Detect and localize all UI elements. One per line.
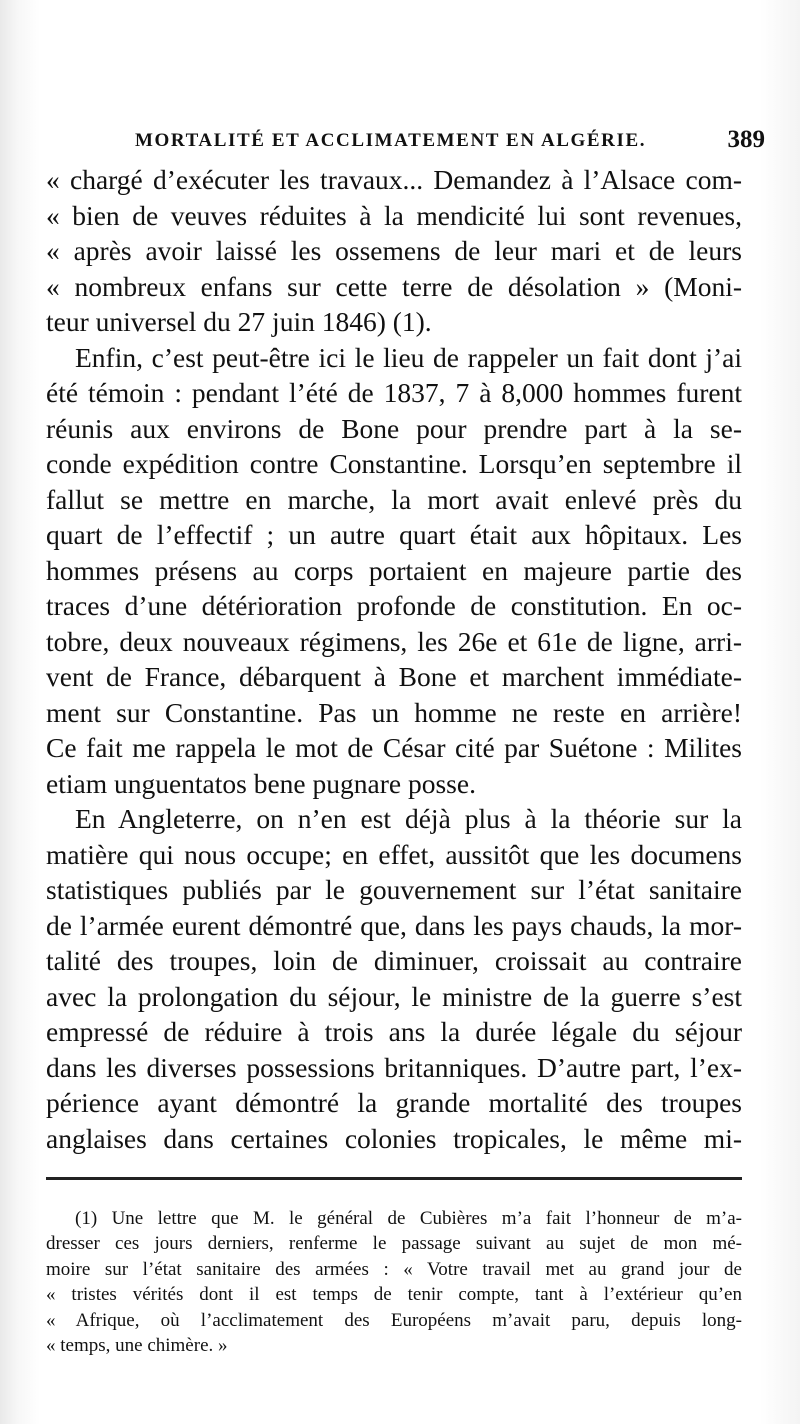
body-line: empressé de réduire à trois ans la durée légale du séjour xyxy=(46,1016,742,1047)
body-line: ment sur Constantine. Pas un homme ne reste en arrière! xyxy=(46,696,742,728)
body-line: « nombreux enfans sur cette terre de désolation » (Moni- xyxy=(46,270,742,302)
body-line: etiam unguentatos bene pugnare posse. xyxy=(46,767,476,799)
body-line: de l’armée eurent démontré que, dans les pays chauds, la mor- xyxy=(46,909,742,941)
body-line: « chargé d’exécuter les travaux... Demandez à l’Alsace com- xyxy=(46,164,742,195)
body-line: « après avoir laissé les ossemens de leur mari et de leurs xyxy=(46,235,742,266)
body-text xyxy=(46,162,742,1156)
body-line: conde expédition contre Constantine. Lorsqu’en septembre il xyxy=(46,448,742,479)
footnote-line: (1) Une lettre que M. le général de Cubières m’a fait l’honneur de m’a- xyxy=(75,1208,742,1229)
footnote-line: « temps, une chimère. » xyxy=(46,1334,228,1356)
footnote-line: « tristes vérités dont il est temps de tenir compte, tant à l’extérieur qu’en xyxy=(46,1284,742,1306)
body-line: « bien de veuves réduites à la mendicité lui sont revenues, xyxy=(46,199,742,231)
body-line: anglaises dans certaines colonies tropicales, le même mi- xyxy=(46,1122,742,1154)
running-title: MORTALITÉ ET ACCLIMATEMENT EN ALGÉRIE. xyxy=(135,130,647,151)
footnote xyxy=(46,1206,742,1358)
body-line: teur universel du 27 juin 1846) (1). xyxy=(46,306,432,337)
body-line: dans les diverses possessions britanniques. D’autre part, l’ex- xyxy=(46,1051,742,1083)
body-line: vent de France, débarquent à Bone et marchent immédiate- xyxy=(46,661,742,692)
body-line: périence ayant démontré la grande mortalité des troupes xyxy=(46,1087,742,1118)
page-header xyxy=(135,128,765,158)
page-number: 389 xyxy=(727,126,765,153)
body-line: avec la prolongation du séjour, le ministre de la guerre s’est xyxy=(46,980,742,1012)
body-line: tobre, deux nouveaux régimens, les 26e et 61e de ligne, arri- xyxy=(46,625,742,657)
body-line: Ce fait me rappela le mot de César cité par Suétone : Milites xyxy=(46,732,742,763)
body-line: hommes présens au corps portaient en majeure partie des xyxy=(46,554,742,586)
body-line: talité des troupes, loin de diminuer, croissait au contraire xyxy=(46,945,742,976)
body-line: été témoin : pendant l’été de 1837, 7 à 8,000 hommes furent xyxy=(46,377,742,408)
body-line: quart de l’effectif ; un autre quart était aux hôpitaux. Les xyxy=(46,519,742,550)
body-line: réunis aux environs de Bone pour prendre part à la se- xyxy=(46,412,742,444)
body-line: fallut se mettre en marche, la mort avait enlevé près du xyxy=(46,483,742,515)
paragraph-start-line: En Angleterre, on n’en est déjà plus à la théorie sur la xyxy=(75,803,742,834)
footnote-line: dresser ces jours derniers, renferme le passage suivant au sujet de mon mé- xyxy=(46,1233,742,1255)
footnote-line: moire sur l’état sanitaire des armées : « Votre travail met au grand jour de xyxy=(46,1258,742,1280)
body-line: traces d’une détérioration profonde de constitution. En oc- xyxy=(46,590,742,621)
body-line: matière qui nous occupe; en effet, aussitôt que les documens xyxy=(46,838,742,870)
paragraph-start-line: Enfin, c’est peut-être ici le lieu de rappeler un fait dont j’ai xyxy=(75,341,742,373)
footnote-separator-rule xyxy=(46,1177,742,1180)
body-line: statistiques publiés par le gouvernement sur l’état sanitaire xyxy=(46,874,742,905)
footnote-line: « Afrique, où l’acclimatement des Européens m’avait paru, depuis long- xyxy=(46,1309,742,1331)
